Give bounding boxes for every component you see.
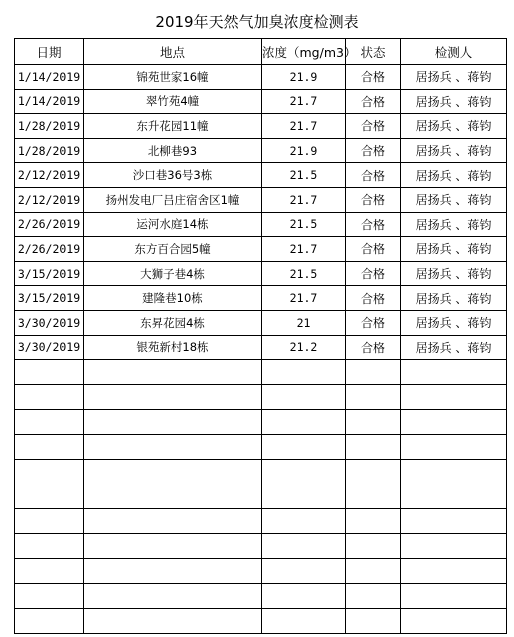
empty-cell (262, 385, 346, 410)
empty-cell (15, 559, 84, 584)
cell-status: 合格 (346, 114, 401, 139)
empty-cell (84, 435, 262, 460)
empty-cell (401, 435, 507, 460)
cell-inspector: 居扬兵 、蒋钧 (401, 237, 507, 262)
cell-location: 运河水庭14栋 (84, 212, 262, 237)
header-concentration: 浓度（mg/m3） (262, 39, 346, 65)
empty-cell (15, 360, 84, 385)
empty-cell (15, 584, 84, 609)
cell-date: 1/28/2019 (15, 114, 84, 139)
cell-inspector: 居扬兵 、蒋钧 (401, 89, 507, 114)
empty-row (15, 435, 507, 460)
empty-cell (401, 360, 507, 385)
header-inspector: 检测人 (401, 39, 507, 65)
empty-cell (346, 559, 401, 584)
cell-location: 建隆巷10栋 (84, 286, 262, 311)
table-row (15, 335, 507, 360)
empty-row (15, 360, 507, 385)
table-row (15, 212, 507, 237)
cell-concentration: 21.7 (262, 237, 346, 262)
header-location: 地点 (84, 39, 262, 65)
cell-inspector: 居扬兵 、蒋钧 (401, 310, 507, 335)
cell-concentration: 21.7 (262, 114, 346, 139)
table-title: 2019年天然气加臭浓度检测表 (155, 13, 359, 31)
empty-row (15, 609, 507, 634)
table-row (15, 261, 507, 286)
empty-cell (346, 385, 401, 410)
empty-cell (262, 460, 346, 509)
empty-cell (262, 410, 346, 435)
cell-location: 扬州发电厂吕庄宿舍区1幢 (84, 187, 262, 212)
cell-date: 1/14/2019 (15, 65, 84, 90)
cell-date: 2/12/2019 (15, 163, 84, 188)
table-row (15, 89, 507, 114)
cell-concentration: 21.5 (262, 261, 346, 286)
empty-cell (401, 584, 507, 609)
empty-row (15, 584, 507, 609)
table-row (15, 163, 507, 188)
cell-date: 3/30/2019 (15, 310, 84, 335)
empty-cell (84, 584, 262, 609)
empty-cell (262, 559, 346, 584)
cell-status: 合格 (346, 65, 401, 90)
cell-concentration: 21.2 (262, 335, 346, 360)
cell-location: 东昇花园4栋 (84, 310, 262, 335)
empty-cell (15, 385, 84, 410)
empty-cell (346, 584, 401, 609)
empty-row (15, 460, 507, 509)
empty-row (15, 385, 507, 410)
cell-inspector: 居扬兵 、蒋钧 (401, 138, 507, 163)
empty-cell (15, 410, 84, 435)
empty-cell (15, 460, 84, 509)
cell-concentration: 21.9 (262, 138, 346, 163)
empty-cell (346, 534, 401, 559)
empty-cell (401, 410, 507, 435)
empty-cell (262, 584, 346, 609)
empty-row (15, 410, 507, 435)
empty-cell (346, 460, 401, 509)
empty-cell (15, 534, 84, 559)
cell-status: 合格 (346, 237, 401, 262)
cell-inspector: 居扬兵 、蒋钧 (401, 65, 507, 90)
cell-date: 3/30/2019 (15, 335, 84, 360)
cell-status: 合格 (346, 261, 401, 286)
cell-date: 2/12/2019 (15, 187, 84, 212)
empty-cell (401, 559, 507, 584)
cell-date: 3/15/2019 (15, 261, 84, 286)
empty-cell (262, 435, 346, 460)
empty-cell (401, 609, 507, 634)
cell-concentration: 21.7 (262, 187, 346, 212)
cell-date: 2/26/2019 (15, 237, 84, 262)
cell-inspector: 居扬兵 、蒋钧 (401, 286, 507, 311)
cell-concentration: 21.5 (262, 163, 346, 188)
table-row (15, 187, 507, 212)
cell-location: 锦苑世家16幢 (84, 65, 262, 90)
cell-status: 合格 (346, 212, 401, 237)
cell-status: 合格 (346, 310, 401, 335)
cell-location: 翠竹苑4幢 (84, 89, 262, 114)
cell-concentration: 21.7 (262, 286, 346, 311)
empty-cell (84, 460, 262, 509)
cell-inspector: 居扬兵 、蒋钧 (401, 114, 507, 139)
table-row (15, 237, 507, 262)
cell-status: 合格 (346, 138, 401, 163)
cell-status: 合格 (346, 286, 401, 311)
cell-status: 合格 (346, 187, 401, 212)
cell-status: 合格 (346, 335, 401, 360)
empty-cell (84, 559, 262, 584)
cell-concentration: 21.9 (262, 65, 346, 90)
table-row (15, 65, 507, 90)
cell-date: 1/28/2019 (15, 138, 84, 163)
empty-cell (346, 609, 401, 634)
cell-location: 北柳巷93 (84, 138, 262, 163)
empty-cell (84, 410, 262, 435)
empty-cell (15, 435, 84, 460)
cell-status: 合格 (346, 89, 401, 114)
cell-concentration: 21 (262, 310, 346, 335)
cell-inspector: 居扬兵 、蒋钧 (401, 212, 507, 237)
empty-cell (84, 360, 262, 385)
table-row (15, 138, 507, 163)
cell-location: 东方百合园5幢 (84, 237, 262, 262)
empty-row (15, 559, 507, 584)
empty-cell (346, 360, 401, 385)
empty-cell (262, 509, 346, 534)
empty-cell (84, 609, 262, 634)
empty-cell (401, 509, 507, 534)
table-row (15, 310, 507, 335)
cell-inspector: 居扬兵 、蒋钧 (401, 187, 507, 212)
empty-cell (401, 534, 507, 559)
cell-inspector: 居扬兵 、蒋钧 (401, 163, 507, 188)
cell-date: 2/26/2019 (15, 212, 84, 237)
cell-date: 3/15/2019 (15, 286, 84, 311)
cell-concentration: 21.7 (262, 89, 346, 114)
cell-concentration: 21.5 (262, 212, 346, 237)
empty-cell (262, 360, 346, 385)
empty-cell (262, 534, 346, 559)
cell-location: 沙口巷36号3栋 (84, 163, 262, 188)
cell-location: 大狮子巷4栋 (84, 261, 262, 286)
header-status: 状态 (346, 39, 401, 65)
cell-location: 东升花园11幢 (84, 114, 262, 139)
empty-row (15, 509, 507, 534)
header-date: 日期 (15, 39, 84, 65)
cell-status: 合格 (346, 163, 401, 188)
empty-cell (346, 435, 401, 460)
empty-cell (401, 460, 507, 509)
cell-location: 银苑新村18栋 (84, 335, 262, 360)
empty-cell (346, 410, 401, 435)
empty-row (15, 534, 507, 559)
empty-cell (84, 509, 262, 534)
empty-cell (346, 509, 401, 534)
empty-cell (84, 385, 262, 410)
empty-cell (262, 609, 346, 634)
table-row (15, 114, 507, 139)
cell-inspector: 居扬兵 、蒋钧 (401, 261, 507, 286)
cell-date: 1/14/2019 (15, 89, 84, 114)
empty-cell (84, 534, 262, 559)
empty-cell (15, 509, 84, 534)
detection-table (14, 38, 507, 634)
empty-cell (401, 385, 507, 410)
empty-cell (15, 609, 84, 634)
header-row (15, 39, 507, 65)
cell-inspector: 居扬兵 、蒋钧 (401, 335, 507, 360)
table-row (15, 286, 507, 311)
